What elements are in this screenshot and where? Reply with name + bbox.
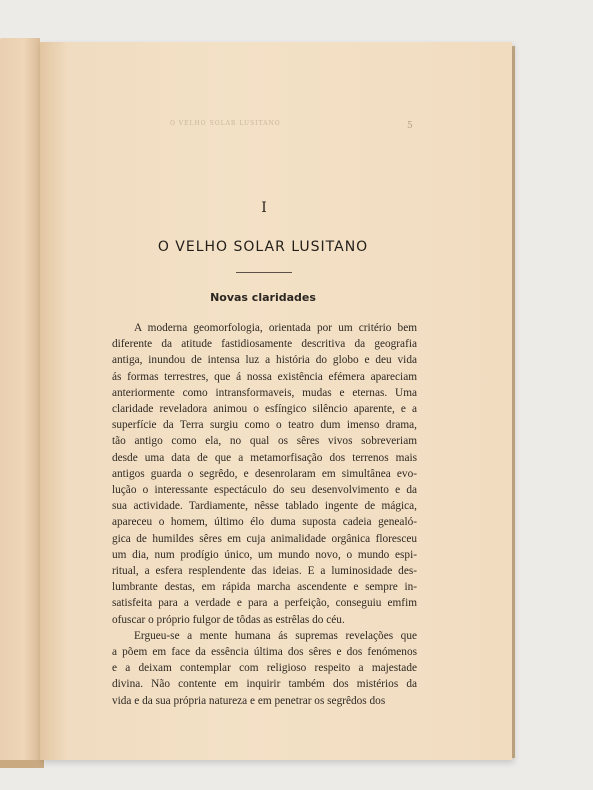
title-rule bbox=[236, 272, 292, 273]
chapter-numeral: I bbox=[261, 200, 267, 216]
text-line: superfície da Terra surgiu como o teatro dum imenso drama, bbox=[112, 419, 417, 432]
text-line: vida e da sua própria natureza e em penetrar os segrêdos dos bbox=[112, 694, 386, 707]
text-line: ofuscar o próprio fulgor de tôdas as estrêlas do céu. bbox=[112, 613, 345, 626]
text-line: antigos guarda o segrêdo, e desenrolaram em simultânea evo- bbox=[112, 467, 417, 480]
page-number: 5 bbox=[407, 121, 413, 131]
section-title: Novas claridades bbox=[210, 291, 316, 304]
text-line: diferente da atitude fastidiosamente descritiva da geografia bbox=[112, 338, 417, 351]
text-line: apareceu o homem, último élo duma suposta cadeia genealó- bbox=[112, 516, 417, 529]
text-line: anteriormente como intransformaveis, mudas e eternas. Uma bbox=[112, 386, 417, 399]
text-line: a põem em face da essência última dos sêres e dos fenómenos bbox=[112, 646, 417, 659]
text-line: A moderna geomorfologia, orientada por um critério bem bbox=[134, 322, 417, 334]
text-line: ritual, a esfera resplendente das ideias. E a luminosidade des- bbox=[112, 565, 417, 578]
text-line: um dia, num prodígio único, um mundo novo, o mundo espi- bbox=[112, 548, 417, 561]
body-text bbox=[112, 320, 417, 709]
left-page-edge bbox=[0, 38, 40, 762]
text-line: claridade reveladora animou o esfíngico silêncio aparente, e a bbox=[112, 403, 417, 416]
text-line: sua actividade. Tardiamente, nêsse tablado ingente de mágica, bbox=[112, 500, 417, 513]
text-line: gica de humildes sêres em cuja animalidade orgânica floresceu bbox=[112, 532, 417, 545]
chapter-title: O VELHO SOLAR LUSITANO bbox=[157, 239, 369, 255]
text-line: satisfeita para a verdade e para a perfeição, conseguiu emfim bbox=[112, 597, 417, 610]
text-line: Ergueu-se a mente humana ás supremas revelações que bbox=[134, 629, 417, 642]
text-line: divina. Não contente em inquirir também dos mistérios da bbox=[112, 678, 417, 691]
text-line: antiga, inundou de intensa luz a história do globo e deu vida bbox=[112, 354, 417, 367]
text-line: e a deixam contemplar com religioso respeito a majestade bbox=[112, 662, 417, 675]
running-head: O VELHO SOLAR LUSITANO bbox=[170, 120, 281, 127]
left-page-bottom-edge bbox=[0, 760, 44, 768]
text-line: lumbrante destas, em rápida marcha ascendente e sempre in- bbox=[112, 581, 417, 594]
text-line: ás formas terrestres, que á nossa existência efémera apareciam bbox=[112, 370, 417, 383]
text-line: tão antigo como ela, no qual os sêres vivos sobreveriam bbox=[112, 435, 417, 448]
text-line: lução o interessante espectáculo do seu desenvolvimento e da bbox=[112, 484, 417, 497]
text-line: desde uma data de que a metamorfisação dos terrenos mais bbox=[112, 451, 417, 464]
